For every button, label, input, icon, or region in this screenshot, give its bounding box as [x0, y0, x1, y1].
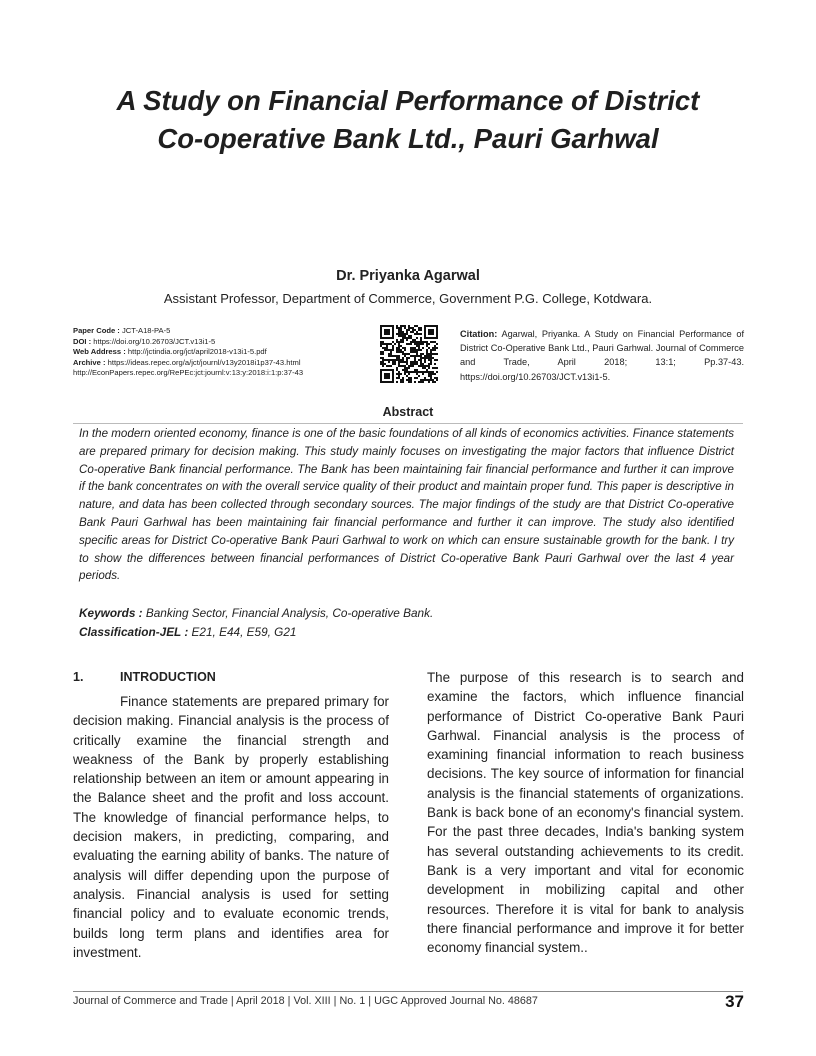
paper-metadata — [73, 326, 373, 379]
section-title: INTRODUCTION — [120, 670, 216, 684]
jel-value: E21, E44, E59, G21 — [191, 625, 297, 639]
paper-code-value: JCT-A18-PA-5 — [121, 326, 171, 335]
web-address-line — [73, 347, 373, 358]
abstract-divider — [73, 423, 743, 424]
web-address-label: Web Address : — [73, 347, 126, 357]
citation-text: Agarwal, Priyanka. A Study on Financial Performance of District Co-Operative Bank Ltd., Pauri Garhwal. Journal of Commerce and Trade, April 2018; 13:1; Pp.37-43. https://doi.org/10.26703/JCT.v13i1-5. — [460, 329, 745, 382]
intro-paragraph-right: The purpose of this research is to search and examine the factors, which influence financial performance of District Co-operative Bank Pauri Garhwal. Financial analysis is the process of examining financial information to reach business decisions. The key source of information for financial analysis is the financial statements of organizations. Bank is back bone of an economy's financial system. For the past three decades, India's banking system has several outstanding achievements to its credit. Bank is a very important and vital for economic development in mobilizing capital and other resources. Therefore it is vital for bank to analysis there financial performance and improve it for better economy financial system.. — [427, 670, 744, 956]
abstract-body: In the modern oriented economy, finance is one of the basic foundations of all kinds of economics activities. Finance statements are prepared primary for decision making. This study mainly focuses on investigating the major factors that influence District Co-operative Bank financial performance. The Bank has been maintaining fair financial performance and further it can improve if the bank concentrates on with the overall service quality of their product and maintain proper fund. This paper is descriptive in nature, and data has been collected through secondary sources. The major findings of the study are that District Co-operative Bank Pauri Garhwal has been maintaining fair financial performance and further it can improve. The study also identified specific areas for District Co-operative Bank Pauri Garhwal to work on which can ensure sustainable growth for the bank. I try to show the differences between financial performances of District Co-operative Bank Pauri Garhwal over the last 4 year periods. — [79, 427, 734, 583]
paper-title-line-1: A Study on Financial Performance of District — [116, 85, 700, 116]
doi-label: DOI : — [73, 336, 92, 346]
footer-journal-info: Journal of Commerce and Trade | April 2018 | Vol. XIII | No. 1 | UGC Approved Journal No. 48687 — [73, 995, 538, 1007]
doi-line — [73, 337, 373, 348]
footer-divider — [73, 991, 743, 992]
paper-title-line-2: Co-operative Bank Ltd., Pauri Garhwal — [157, 123, 659, 154]
paper-code-line — [73, 326, 373, 337]
paper-code-label: Paper Code : — [73, 326, 120, 335]
doi-link[interactable]: https://doi.org/10.26703/JCT.v13i1-5 — [93, 336, 216, 346]
intro-paragraph-left: Finance statements are prepared primary for decision making. Financial analysis is the process of critically examine the financial strength and weakness of the Bank by properly establishing relationship between an item or amount appearing in the Balance sheet and the profit and loss account. The knowledge of financial performance helps, to decision makers, in predicting, comparing, and evaluating the earning ability of banks. The nature of analysis will differ depending upon the purpose of analysis. Financial analysis is used for setting financial policy and to evaluate economic trends, builds long term plans and identifies area for investment. — [73, 694, 389, 960]
econpapers-link[interactable]: http://EconPapers.repec.org/RePEc:jct:journl:v:13:y:2018:i:1:p:37-43 — [73, 368, 304, 378]
jel-classification — [79, 625, 296, 639]
section-heading — [73, 670, 216, 684]
archive-label: Archive : — [73, 357, 106, 367]
section-number: 1. — [73, 670, 84, 684]
archive-link[interactable]: https://ideas.repec.org/a/jct/journl/v13y2018i1p37-43.html — [107, 357, 301, 367]
keywords-value: Banking Sector, Financial Analysis, Co-operative Bank. — [145, 606, 434, 620]
keywords-label: Keywords : — [79, 606, 143, 620]
citation-block — [460, 327, 744, 384]
author-name: Dr. Priyanka Agarwal — [336, 268, 480, 284]
archive-line — [73, 358, 373, 369]
paper-title — [40, 82, 776, 158]
keywords — [79, 606, 433, 620]
citation-label: Citation: — [460, 329, 498, 339]
author-affiliation: Assistant Professor, Department of Commerce, Government P.G. College, Kotdwara. — [163, 291, 653, 306]
page-number: 37 — [725, 992, 744, 1011]
abstract-heading: Abstract — [382, 405, 434, 419]
jel-label: Classification-JEL : — [79, 625, 189, 639]
qr-code-icon — [380, 325, 438, 383]
web-address-link[interactable]: http://jctindia.org/jct/april2018-v13i1-5.pdf — [127, 347, 267, 357]
